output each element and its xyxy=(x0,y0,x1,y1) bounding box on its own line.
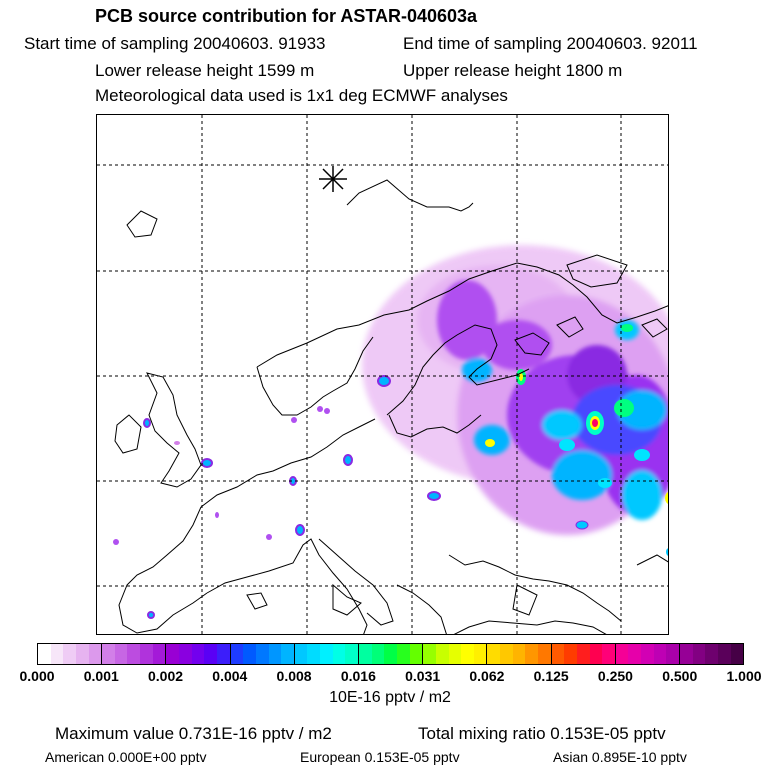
plume-hotspot xyxy=(621,324,633,332)
color-scale-step xyxy=(513,644,526,664)
color-scale-step xyxy=(602,644,616,664)
color-scale-step xyxy=(51,644,64,664)
color-scale-step xyxy=(564,644,577,664)
color-scale-step xyxy=(654,644,667,664)
island-outline xyxy=(127,211,157,237)
end-time-label: End time of sampling 20040603. 92011 xyxy=(403,34,698,53)
color-scale-step xyxy=(628,644,641,664)
color-scale-step xyxy=(153,644,167,664)
plume-hotspot xyxy=(614,399,634,417)
concentration-field xyxy=(113,245,669,618)
color-scale-step xyxy=(231,644,244,664)
color-scale-step xyxy=(295,644,308,664)
plume-spot xyxy=(174,441,180,445)
caspian-coast xyxy=(637,555,669,565)
start-time-label: Start time of sampling 20040603. 91933 xyxy=(24,34,326,53)
american-contribution-label: American 0.000E+00 pptv xyxy=(45,749,207,765)
asian-contribution-label: Asian 0.895E-10 pptv xyxy=(553,749,687,765)
color-scale-unit: 10E-16 pptv / m2 xyxy=(329,689,451,706)
color-scale-step xyxy=(179,644,192,664)
plume-spot xyxy=(344,455,352,465)
color-scale-step xyxy=(89,644,103,664)
release-site-star-icon xyxy=(319,166,347,192)
color-scale-step xyxy=(63,644,76,664)
color-scale-step xyxy=(718,644,731,664)
color-scale-step xyxy=(76,644,89,664)
italy-east-coast xyxy=(319,539,393,625)
plume-max xyxy=(592,419,598,427)
color-scale-step xyxy=(705,644,718,664)
plume-patch xyxy=(552,450,612,500)
color-scale-step xyxy=(577,644,590,664)
color-scale-tick-label: 0.000 xyxy=(19,668,55,684)
lower-release-height-label: Lower release height 1599 m xyxy=(95,61,315,80)
color-scale-tick-label: 0.125 xyxy=(533,668,569,684)
plume-spot xyxy=(296,525,304,535)
plume-spot xyxy=(215,512,219,518)
color-scale-tick-label: 0.016 xyxy=(340,668,376,684)
color-scale-step xyxy=(474,644,488,664)
color-scale-step xyxy=(333,644,346,664)
color-scale-step xyxy=(410,644,424,664)
color-scale-step xyxy=(666,644,680,664)
color-scale-step xyxy=(384,644,397,664)
upper-release-height-label: Upper release height 1800 m xyxy=(403,61,623,80)
plume-spot xyxy=(324,408,330,414)
plume-spot xyxy=(202,459,212,467)
color-scale-step xyxy=(461,644,474,664)
svalbard-coast xyxy=(347,180,473,211)
color-scale-bar xyxy=(37,643,744,665)
color-scale-tick-label: 0.004 xyxy=(212,668,248,684)
color-scale-step xyxy=(616,644,629,664)
color-scale-step xyxy=(397,644,410,664)
color-scale-tick-label: 0.062 xyxy=(469,668,505,684)
color-scale-tick-label: 0.250 xyxy=(597,668,633,684)
color-scale-step xyxy=(436,644,449,664)
island-outline xyxy=(247,593,267,609)
color-scale-step xyxy=(525,644,538,664)
plume-spot xyxy=(428,492,440,500)
color-scale-step xyxy=(256,644,269,664)
color-scale-tick-label: 0.031 xyxy=(405,668,441,684)
plume-hotspot xyxy=(598,478,612,488)
color-scale-step xyxy=(731,644,744,664)
color-scale-step xyxy=(641,644,654,664)
total-mixing-ratio-label: Total mixing ratio 0.153E-05 pptv xyxy=(418,724,666,743)
color-scale-tick-label: 1.000 xyxy=(726,668,762,684)
color-scale-step xyxy=(281,644,295,664)
color-scale-step xyxy=(693,644,706,664)
color-scale-step xyxy=(102,644,115,664)
met-data-label: Meteorological data used is 1x1 deg ECMWF analyses xyxy=(95,86,508,105)
color-scale-step xyxy=(166,644,179,664)
plume-spot xyxy=(266,534,272,540)
color-scale-tick-label: 0.500 xyxy=(662,668,698,684)
color-scale-step xyxy=(307,644,320,664)
maximum-value-label: Maximum value 0.731E-16 pptv / m2 xyxy=(55,724,332,743)
color-scale-step xyxy=(590,644,603,664)
plume-spot xyxy=(148,612,154,618)
italy-west-coast xyxy=(207,539,367,635)
color-scale-step xyxy=(192,644,205,664)
color-scale-step xyxy=(538,644,552,664)
plume-patch xyxy=(622,470,662,520)
color-scale-step xyxy=(423,644,436,664)
color-scale-step xyxy=(204,644,217,664)
turkey-coast xyxy=(453,621,609,635)
color-scale-step xyxy=(217,644,231,664)
plume-spot xyxy=(291,417,297,423)
color-scale-tick-label: 0.001 xyxy=(83,668,119,684)
color-scale-step xyxy=(320,644,333,664)
color-scale-step xyxy=(372,644,385,664)
plume-spot xyxy=(144,419,150,427)
map-canvas xyxy=(97,115,669,635)
color-scale-step xyxy=(680,644,693,664)
plume-hotspot xyxy=(485,439,495,447)
color-scale-step xyxy=(359,644,372,664)
plume-spot xyxy=(576,521,588,529)
plume-patch xyxy=(542,410,582,440)
plume-hotspot xyxy=(559,439,575,451)
plume-hotspot xyxy=(634,449,650,461)
balkan-coast xyxy=(397,585,447,635)
color-scale-step xyxy=(243,644,256,664)
great-britain-coast xyxy=(147,373,201,487)
color-scale-step xyxy=(345,644,359,664)
plume-spot xyxy=(666,548,669,556)
iberia-coast xyxy=(119,507,207,633)
european-contribution-label: European 0.153E-05 pptv xyxy=(300,749,460,765)
ireland-coast xyxy=(115,415,141,453)
color-scale-step xyxy=(127,644,140,664)
black-sea-coast xyxy=(449,555,621,621)
color-scale-step xyxy=(487,644,500,664)
color-scale-step xyxy=(449,644,462,664)
color-scale-step xyxy=(269,644,282,664)
color-scale-tick-label: 0.002 xyxy=(148,668,184,684)
color-scale-step xyxy=(38,644,51,664)
plot-title: PCB source contribution for ASTAR-040603a xyxy=(95,6,478,26)
color-scale-step xyxy=(115,644,128,664)
color-scale-step xyxy=(140,644,153,664)
map-panel xyxy=(96,114,669,635)
color-scale-step xyxy=(552,644,565,664)
color-scale-step xyxy=(500,644,513,664)
plume-spot xyxy=(378,376,390,386)
plume-spot xyxy=(317,406,323,412)
plume-spot xyxy=(113,539,119,545)
color-scale-tick-label: 0.008 xyxy=(276,668,312,684)
